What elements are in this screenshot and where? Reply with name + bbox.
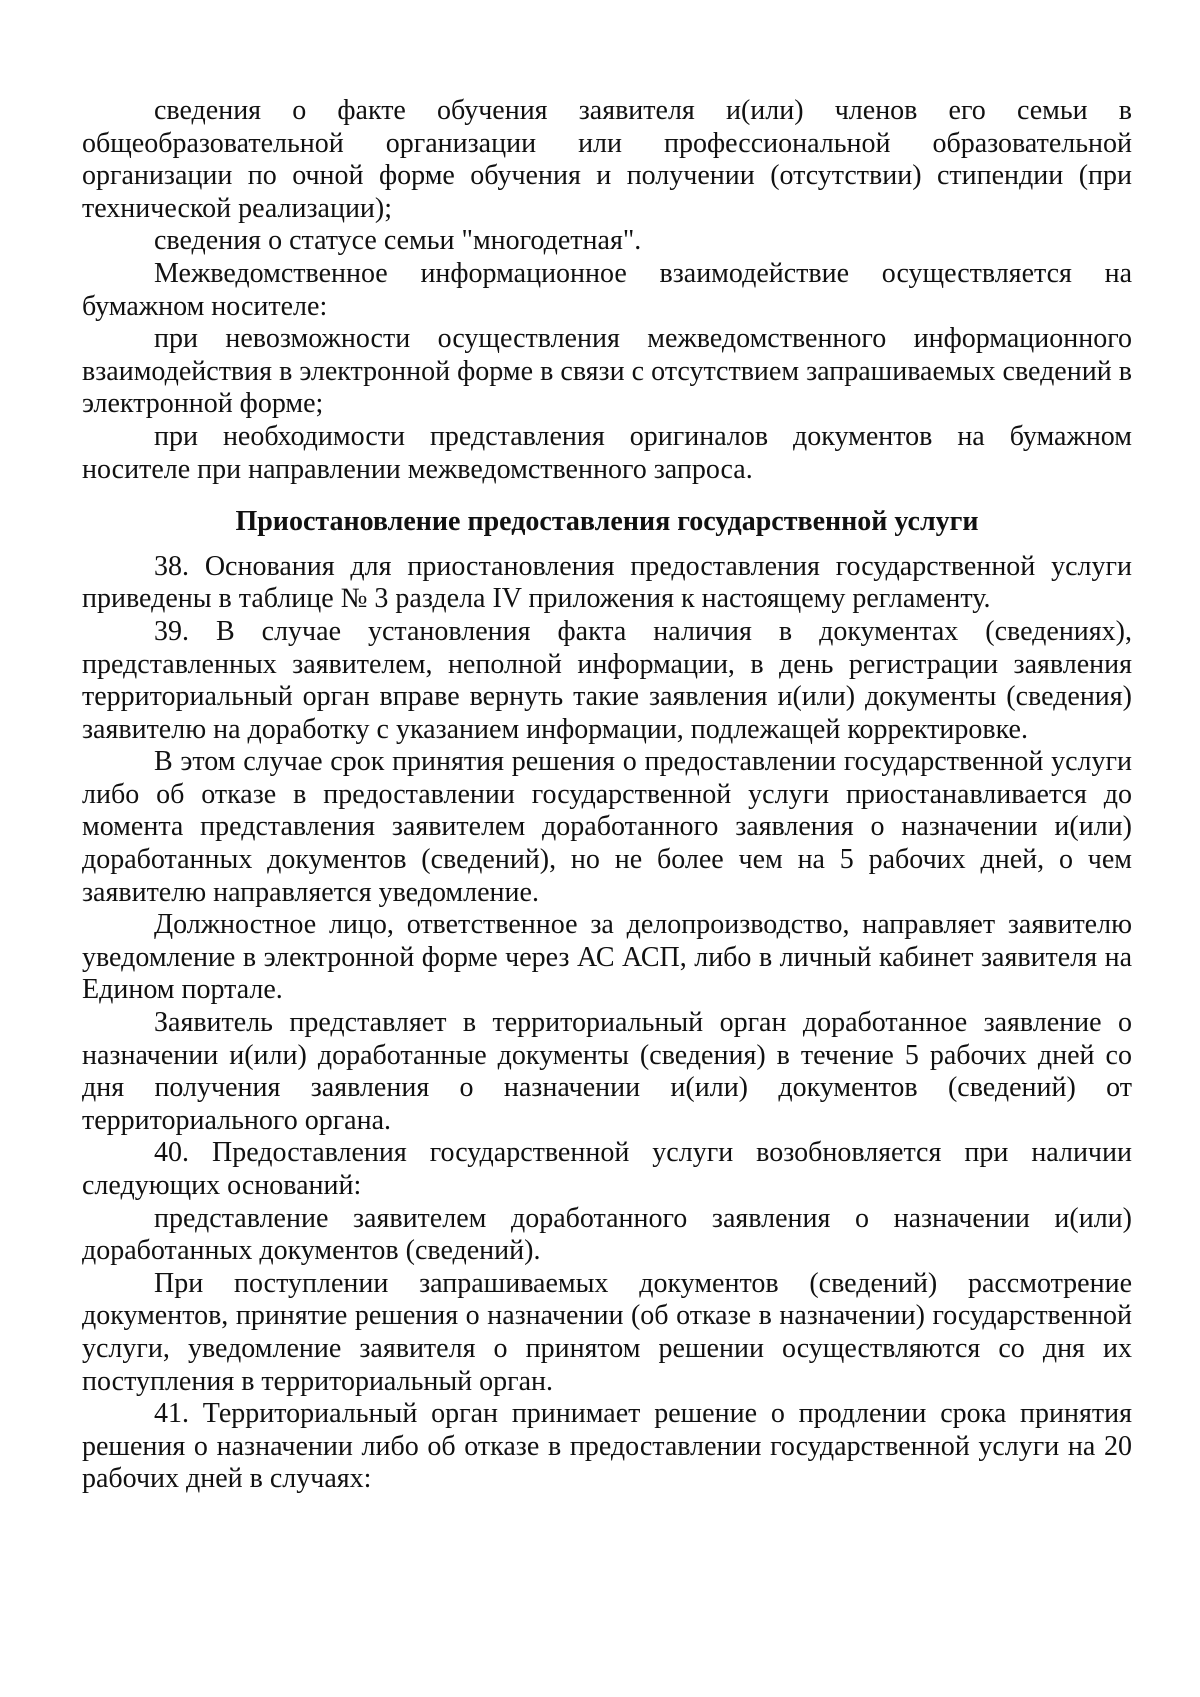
paragraph-clause-40: 40. Предоставления государственной услуги возобновляется при наличии следующих оснований: (82, 1137, 1132, 1201)
paragraph-clause-39: 39. В случае установления факта наличия в документах (сведениях), представленных заявителем, неполной информации, в день регистрации заявления территориальный орган вправе вернуть такие заявления и(или) документы (сведения) заявителю на доработку с указанием информации, подлежащей корректировке. (82, 615, 1132, 745)
paragraph-large-family-status: сведения о статусе семьи "многодетная". (154, 225, 642, 257)
document-page (82, 95, 1132, 1496)
paragraph-clause-38: 38. Основания для приостановления предоставления государственной услуги приведены в таблице № 3 раздела IV приложения к настоящему регламенту. (82, 550, 1132, 615)
paragraph-resumption-ground: представление заявителем доработанного заявления о назначении и(или) доработанных документов (сведений). (82, 1202, 1132, 1267)
paragraph-clause-41: 41. Территориальный орган принимает решение о продлении срока принятия решения о назначении либо об отказе в предоставлении государственной услуги на 20 рабочих дней в случаях: (82, 1398, 1132, 1495)
paragraph-notification: Должностное лицо, ответственное за делопроизводство, направляет заявителю уведомление в электронной форме через АС АСП, либо в личный кабинет заявителя на Едином портале. (82, 909, 1132, 1006)
paragraph-review-start: При поступлении запрашиваемых документов (сведений) рассмотрение документов, принятие решения о назначении (об отказе в назначении) государственной услуги, уведомление заявителя о принятом решении осуществляются со дня их поступления в территориальный орган. (82, 1267, 1132, 1397)
paragraph-electronic-impossible: при невозможности осуществления межведомственного информационного взаимодействия в электронной форме в связи с отсутствием запрашиваемых сведений в электронной форме; (82, 323, 1132, 420)
paragraph-suspension-term: В этом случае срок принятия решения о предоставлении государственной услуги либо об отказе в предоставлении государственной услуги приостанавливается до момента представления заявителем доработанного заявления о назначении и(или) доработанных документов (сведений), но не более чем на 5 рабочих дней, о чем заявителю направляется уведомление. (82, 746, 1132, 908)
section-heading: Приостановление предоставления государственной услуги (235, 506, 979, 538)
paragraph-resubmission: Заявитель представляет в территориальный орган доработанное заявление о назначении и(или) доработанные документы (сведения) в течение 5 рабочих дней со дня получения заявления о назначении и(или) документов (сведений) от территориального органа. (82, 1007, 1132, 1136)
paragraph-originals-needed: при необходимости представления оригиналов документов на бумажном носителе при направлении межведомственного запроса. (82, 420, 1132, 485)
paragraph-paper-interaction: Межведомственное информационное взаимодействие осуществляется на бумажном носителе: (82, 257, 1132, 322)
paragraph-education-info: сведения о факте обучения заявителя и(или) членов его семьи в общеобразовательной организации или профессиональной образовательной организации по очной форме обучения и получении (отсутствии) стипендии (при технической реализации); (82, 95, 1132, 224)
